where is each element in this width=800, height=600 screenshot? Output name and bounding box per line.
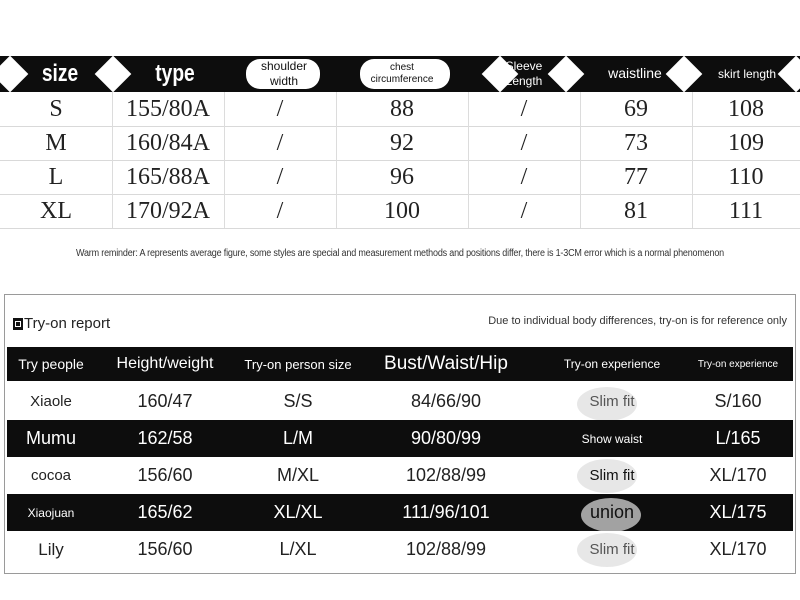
header-try-people: Try people xyxy=(18,356,84,372)
cell-sleeve: / xyxy=(520,163,528,190)
cell-height-weight: 156/60 xyxy=(137,465,193,485)
column-divider xyxy=(224,92,225,228)
size-row xyxy=(0,160,800,195)
cell-result-size: XL/170 xyxy=(709,465,767,485)
cell-skirt: 110 xyxy=(728,163,764,190)
report-row xyxy=(7,457,793,494)
cell-sleeve: / xyxy=(520,129,528,156)
warm-reminder: Warm reminder: A represents average figure, some styles are special and measurement methods and positions differ, there is 1-3CM error which is a normal phenomenon xyxy=(76,248,724,259)
cell-bust-waist-hip: 90/80/99 xyxy=(410,428,482,448)
report-title xyxy=(13,315,110,332)
report-row xyxy=(7,420,793,457)
cell-height-weight: 162/58 xyxy=(137,428,193,448)
cell-bust-waist-hip: 111/96/101 xyxy=(402,502,490,522)
header-bust-waist-hip: Bust/Waist/Hip xyxy=(384,353,508,374)
header-skirt-length: skirt length xyxy=(717,66,777,81)
size-table xyxy=(0,56,800,92)
column-divider xyxy=(336,92,337,228)
cell-shoulder: / xyxy=(276,197,284,224)
cell-name: Xiaole xyxy=(30,393,72,410)
header-sleeve-length: Sleeve Length xyxy=(505,59,543,88)
cell-experience: union xyxy=(589,502,635,522)
cell-size: XL xyxy=(40,197,72,224)
cell-chest: 92 xyxy=(390,129,414,156)
report-icon xyxy=(13,318,23,330)
cell-name: Mumu xyxy=(25,428,76,448)
cell-bust-waist-hip: 102/88/99 xyxy=(405,539,487,559)
cell-sleeve: / xyxy=(520,197,528,224)
cell-experience: Slim fit xyxy=(589,541,635,558)
cell-result-size: XL/170 xyxy=(709,539,767,559)
cell-result-size: S/160 xyxy=(714,391,762,411)
column-divider xyxy=(692,92,693,228)
cell-type: 165/88A xyxy=(126,163,210,190)
report-row xyxy=(7,494,793,531)
cell-person-size: S/S xyxy=(283,391,313,411)
cell-type: 170/92A xyxy=(126,197,210,224)
report-title-text: Try-on report xyxy=(24,315,111,332)
cell-size: M xyxy=(45,129,67,156)
header-person-size: Try-on person size xyxy=(244,356,352,372)
report-row xyxy=(7,383,793,420)
cell-shoulder: / xyxy=(276,95,284,122)
cell-result-size: XL/175 xyxy=(709,502,767,522)
cell-person-size: XL/XL xyxy=(273,502,323,522)
cell-shoulder: / xyxy=(276,129,284,156)
header-waistline: waistline xyxy=(608,65,662,82)
cell-chest: 100 xyxy=(384,197,420,224)
cell-waist: 77 xyxy=(624,163,648,190)
header-size: size xyxy=(41,60,79,87)
cell-skirt: 108 xyxy=(728,95,764,122)
report-header xyxy=(7,347,793,381)
cell-bust-waist-hip: 102/88/99 xyxy=(405,465,487,485)
cell-skirt: 109 xyxy=(728,129,764,156)
cell-height-weight: 160/47 xyxy=(137,391,193,411)
header-shoulder-width: shoulder width xyxy=(260,59,308,88)
cell-waist: 69 xyxy=(624,95,648,122)
cell-person-size: M/XL xyxy=(276,465,319,485)
cell-person-size: L/XL xyxy=(279,539,317,559)
cell-shoulder: / xyxy=(276,163,284,190)
header-decoration xyxy=(95,56,132,93)
column-divider xyxy=(468,92,469,228)
cell-sleeve: / xyxy=(520,95,528,122)
column-divider xyxy=(580,92,581,228)
cell-experience: Slim fit xyxy=(589,393,635,410)
cell-height-weight: 165/62 xyxy=(137,502,193,522)
header-type: type xyxy=(155,60,195,87)
header-try-on-experience: Try-on experience xyxy=(563,357,661,371)
try-on-report xyxy=(4,294,796,574)
cell-height-weight: 156/60 xyxy=(137,539,193,559)
cell-name: cocoa xyxy=(30,467,72,484)
header-decoration xyxy=(0,56,28,93)
cell-size: S xyxy=(49,95,63,122)
cell-name: Lily xyxy=(38,539,64,559)
cell-waist: 81 xyxy=(624,197,648,224)
header-chest-circumference: chest circumference xyxy=(370,61,434,85)
report-note: Due to individual body differences, try-on is for reference only xyxy=(488,315,787,327)
cell-chest: 88 xyxy=(390,95,414,122)
size-row xyxy=(0,194,800,229)
cell-person-size: L/M xyxy=(282,428,313,448)
column-divider xyxy=(112,92,113,228)
cell-bust-waist-hip: 84/66/90 xyxy=(410,391,482,411)
cell-waist: 73 xyxy=(624,129,648,156)
size-row xyxy=(0,126,800,161)
cell-result-size: L/165 xyxy=(715,428,761,448)
cell-type: 155/80A xyxy=(126,95,210,122)
cell-experience: Slim fit xyxy=(589,467,635,484)
cell-chest: 96 xyxy=(390,163,414,190)
cell-experience: Show waist xyxy=(581,431,643,446)
report-row xyxy=(7,531,793,568)
cell-size: L xyxy=(48,163,64,190)
size-row xyxy=(0,92,800,127)
cell-skirt: 111 xyxy=(728,197,764,224)
size-table-header xyxy=(0,56,800,92)
cell-type: 160/84A xyxy=(126,129,210,156)
header-try-on-experience-2: Try-on experience xyxy=(697,358,779,370)
cell-name: Xiaojuan xyxy=(27,505,75,520)
header-height-weight: Height/weight xyxy=(116,355,214,372)
